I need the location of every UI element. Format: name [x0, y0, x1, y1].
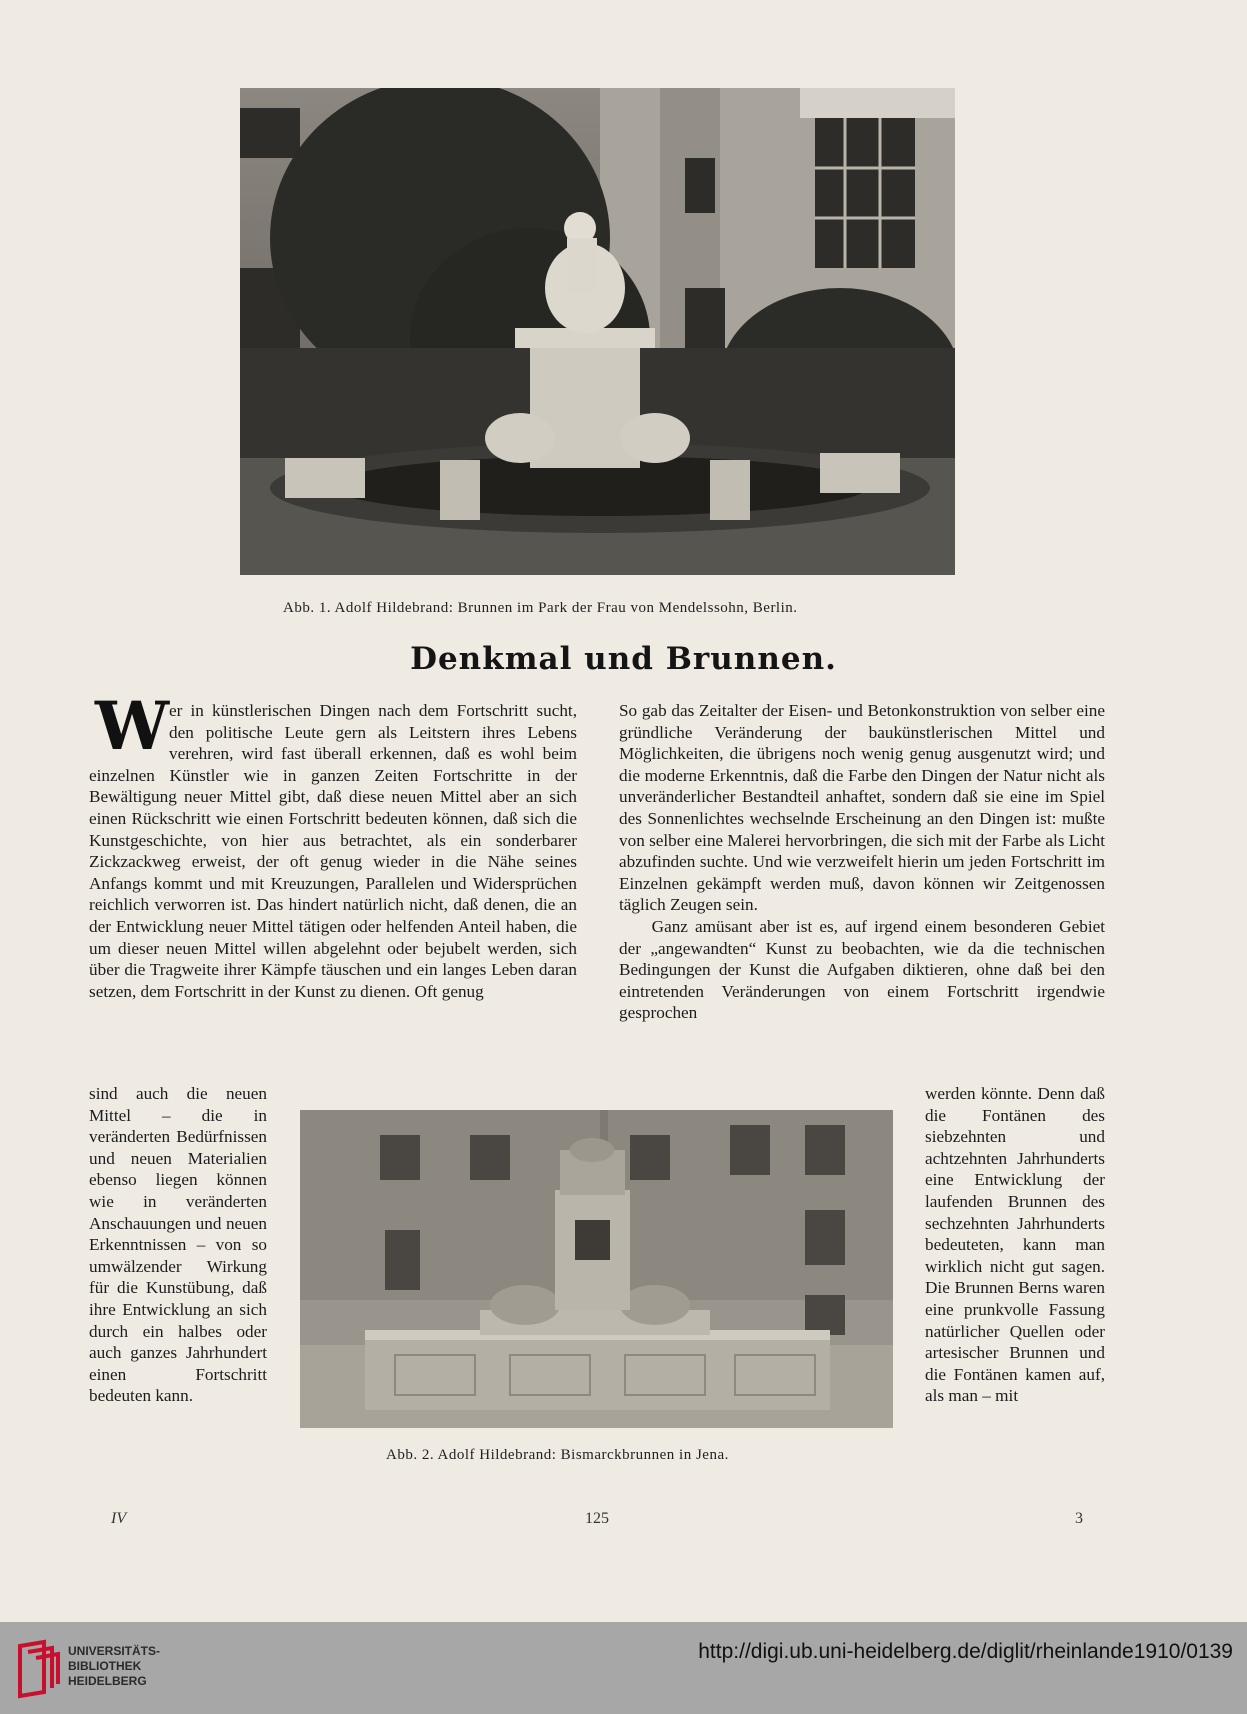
page-number-right: 3	[1075, 1510, 1083, 1527]
institution-line-1: UNIVERSITÄTS-	[68, 1644, 161, 1658]
page-number-left: IV	[111, 1510, 127, 1527]
article-title: Denkmal und Brunnen.	[410, 641, 837, 677]
drop-cap: W	[95, 687, 170, 765]
left-column-text: er in künstlerischen Dingen nach dem Fortschritt sucht, den politische Leute gern als Leitstern ihres Lebens verehren, wird fast überall erkennen, daß es wohl beim einzelnen Künstler wie in ganzen Zeiten Fortschritte in der Bewältigung neuer Mittel gibt, daß diese neuen Mittel aber an sich einen Rückschritt wie einen Fortschritt bedeuten können, daß sich die Kunstgeschichte, von hier aus betrachtet, als ein sonderbarer Zickzackweg erweist, der oft genug wieder in die Nähe seines Anfangs kommt und mit Kreuzungen, Parallelen und Widersprüchen reichlich verworren ist. Das hindert natürlich nicht, daß denen, die an der Entwicklung neuer Mittel tätigen oder helfenden Anteil haben, die um dieser neuen Mittel willen abgelehnt oder bejubelt werden, sich über die Tragweite ihrer Kämpfe täuschen und ein langes Leben daran setzen, dem Fortschritt in der Kunst zu dienen. Oft genug	[89, 701, 577, 1001]
left-narrow-text: sind auch die neuen Mittel – die in veränderten Bedürfnissen und neuen Materialien ebenso liegen können wie in veränderten Anschauungen und neuen Erkenntnissen – von so umwälzender Wirkung für die Kunstübung, daß ihre Entwicklung an sich durch ein halbes oder auch ganzes Jahrhundert einen Fortschritt bedeuten kann.	[89, 1084, 267, 1406]
figure-2-caption: Abb. 2. Adolf Hildebrand: Bismarckbrunnen in Jena.	[386, 1447, 729, 1463]
page-number-center: 125	[585, 1510, 609, 1527]
figure-2-photo	[300, 1110, 893, 1428]
right-column-paragraph-2: Ganz amüsant aber ist es, auf irgend einem besonderen Gebiet der „angewandten“ Kunst zu beobachten, wie da die technischen Bedingungen der Kunst die Aufgaben diktieren, ohne daß bei den eintretenden Veränderungen von einem Fortschritt irgendwie gesprochen	[619, 916, 1105, 1023]
institution-name	[68, 1644, 160, 1689]
right-column-narrow	[925, 1083, 1105, 1407]
left-column-top	[89, 700, 577, 1002]
figure-1-caption: Abb. 1. Adolf Hildebrand: Brunnen im Park der Frau von Mendelssohn, Berlin.	[283, 600, 798, 616]
left-column-narrow	[89, 1083, 267, 1407]
university-library-logo-icon	[14, 1638, 62, 1706]
institution-line-3: HEIDELBERG	[68, 1674, 147, 1688]
right-column-paragraph-1: So gab das Zeitalter der Eisen- und Betonkonstruktion von selber eine gründliche Veränderung der baukünstlerischen Mittel und Möglichkeiten, die übrigens noch wenig genug ausgenutzt wird; und die moderne Erkenntnis, daß die Farbe den Dingen der Natur nicht als unveränderlicher Bestandteil anhaftet, sondern daß sie eine im Spiel des Sonnenlichtes wechselnde Erscheinung an den Dingen ist: mußte von selber eine Malerei hervorbringen, die sich mit der Farbe als Licht abzufinden suchte. Und wie verzweifelt hierin um jeden Fortschritt im Einzelnen gekämpft werden muß, davon können wir Zeitgenossen täglich Zeugen sein.	[619, 701, 1105, 915]
source-url-link[interactable]: http://digi.ub.uni-heidelberg.de/diglit/rheinlande1910/0139	[698, 1640, 1233, 1663]
institution-line-2: BIBLIOTHEK	[68, 1659, 142, 1673]
figure-1-photo	[240, 88, 955, 575]
right-column	[619, 700, 1105, 1024]
right-narrow-text: werden könnte. Denn daß die Fontänen des siebzehnten und achtzehnten Jahrhunderts eine Entwicklung der laufenden Brunnen des sechzehnten Jahrhunderts bedeuteten, kann man wirklich nicht gut sagen. Die Brunnen Berns waren eine prunkvolle Fassung natürlicher Quellen oder artesischer Brunnen und die Fontänen kamen auf, als man – mit	[925, 1084, 1105, 1406]
